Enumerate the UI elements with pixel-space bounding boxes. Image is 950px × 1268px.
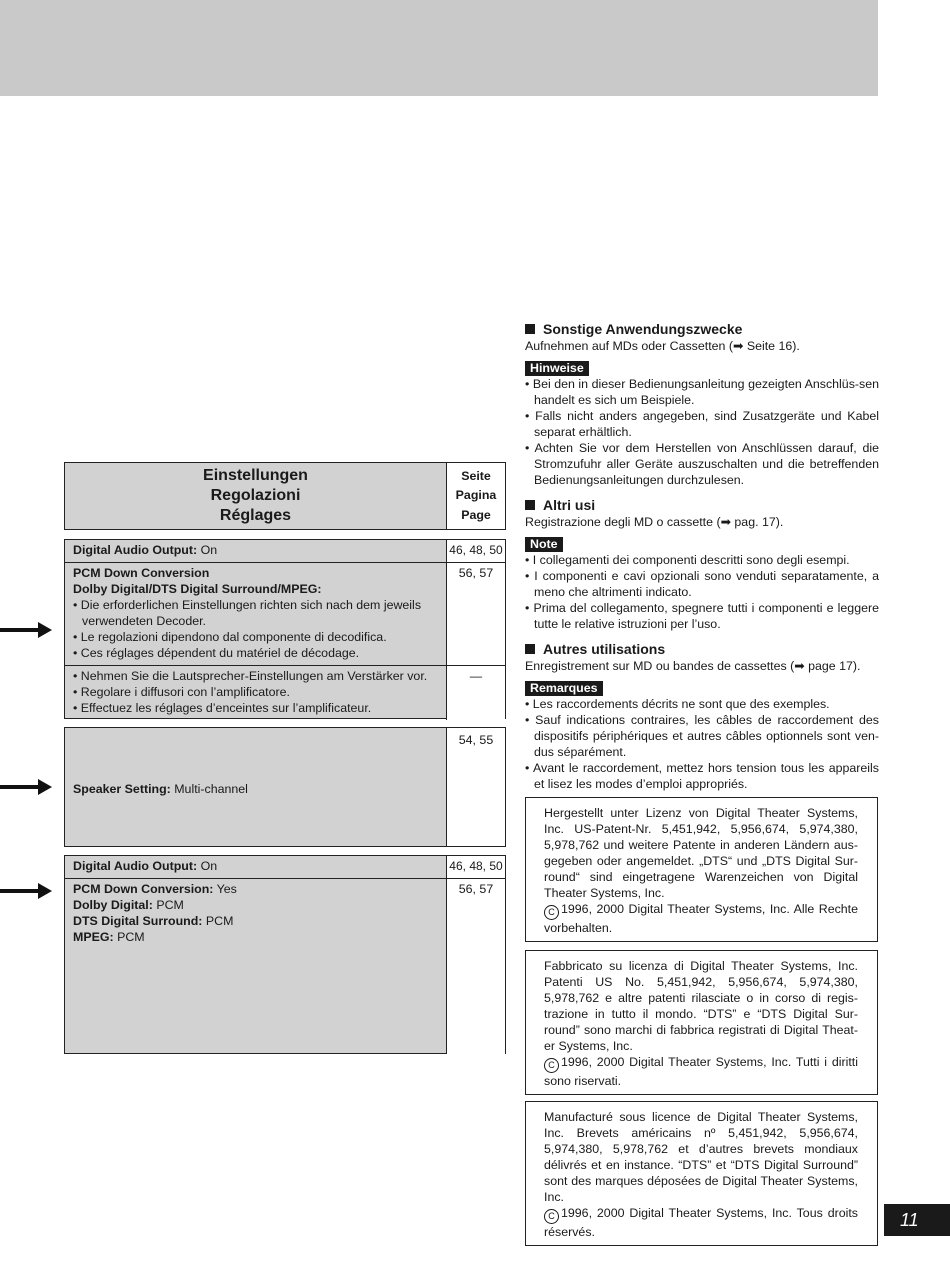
license-text: Fabbricato su licenza di Digital Theater Systems, Inc. Patenti US No. 5,451,942, 5,956,674, 5,974,380, 5,978,762 e altre patenti rilasciate o in corso di regis-trazione in tutto il mondo. “DTS” e “DTS Digital Sur-round” sono marchi di fabbrica registrati di Digital Theat-er Systems, Inc. bbox=[544, 959, 858, 1053]
list-item: • Bei den in dieser Bedienungsanleitung gezeigten Anschlüs-sen handelt es sich um Beispiele. bbox=[525, 377, 879, 407]
list-item: • Ces réglages dépendent du matériel de décodage. bbox=[73, 646, 360, 660]
setting-value: On bbox=[200, 543, 218, 557]
table-row bbox=[65, 665, 505, 720]
license-box-de bbox=[525, 797, 878, 942]
right-arrow-icon bbox=[0, 779, 52, 795]
settings-title-it: Regolazioni bbox=[210, 487, 301, 504]
list-item: • Les raccordements décrits ne sont que des exemples. bbox=[525, 697, 830, 711]
list-item: MPEG: PCM bbox=[73, 930, 145, 944]
top-gray-band bbox=[0, 0, 878, 96]
list-item: • Regolare i diffusori con l’amplificatore. bbox=[73, 685, 290, 699]
setting-label: Digital Audio Output: bbox=[73, 543, 198, 557]
list-item: • Nehmen Sie die Lautsprecher-Einstellungen am Verstärker vor. bbox=[73, 669, 428, 683]
right-arrow-icon bbox=[0, 883, 52, 899]
page-label-it: Pagina bbox=[455, 488, 497, 503]
list-item: • I collegamenti dei componenti descritti sono degli esempi. bbox=[525, 553, 850, 567]
square-icon bbox=[525, 644, 535, 654]
table-row bbox=[65, 562, 505, 665]
settings-table-2 bbox=[64, 727, 506, 847]
settings-title-fr: Réglages bbox=[219, 507, 292, 524]
notes-tag: Remarques bbox=[525, 681, 603, 696]
list-item: • Die erforderlichen Einstellungen richten sich nach dem jeweils verwendeten Decoder. bbox=[73, 598, 422, 628]
table-row bbox=[65, 540, 505, 562]
setting-value: Multi-channel bbox=[174, 781, 248, 796]
setting-value: On bbox=[200, 859, 218, 873]
right-arrow-icon bbox=[0, 622, 52, 638]
list-item: PCM Down Conversion: Yes bbox=[73, 882, 237, 896]
settings-table-3 bbox=[64, 855, 506, 1054]
french-section bbox=[525, 640, 879, 792]
copyright-icon: C bbox=[544, 905, 559, 920]
section-heading: Altri usi bbox=[525, 496, 879, 514]
square-icon bbox=[525, 500, 535, 510]
license-box-it bbox=[525, 950, 878, 1095]
copyright-icon: C bbox=[544, 1209, 559, 1224]
setting-label: Dolby Digital/DTS Digital Surround/MPEG: bbox=[73, 582, 322, 596]
list-item: • Effectuez les réglages d’enceintes sur l’amplificateur. bbox=[73, 701, 372, 715]
section-heading: Autres utilisations bbox=[525, 640, 879, 658]
section-text: Registrazione degli MD o cassette (➡ pag. 17). bbox=[525, 515, 784, 529]
license-text: Hergestellt unter Lizenz von Digital Theater Systems, Inc. US-Patent-Nr. 5,451,942, 5,956,674, 5,974,380, 5,978,762 und weitere Patente in anderen Ländern aus-gegeben oder angemeldet. „DTS“ und „DTS Digital Sur-round“ sind eingetragene Warenzeichen von Digital Theater Systems, Inc. bbox=[544, 806, 858, 900]
settings-header-table bbox=[64, 462, 506, 530]
list-item: DTS Digital Surround: PCM bbox=[73, 914, 234, 928]
list-item: Dolby Digital: PCM bbox=[73, 898, 184, 912]
setting-label: Digital Audio Output: bbox=[73, 859, 198, 873]
notes-tag: Note bbox=[525, 537, 563, 552]
license-text: Manufacturé sous licence de Digital Theater Systems, Inc. Brevets américains nº 5,451,942, 5,956,674, 5,974,380, 5,978,762 et d’autres brevets mondiaux délivrés et en instance. “DTS” et “DTS Digital Surround” sont des marques déposées de Digital Theater Systems, Inc. bbox=[544, 1110, 858, 1204]
list-item: • Le regolazioni dipendono dal componente di decodifica. bbox=[73, 630, 387, 644]
list-item: • Achten Sie vor dem Herstellen von Anschlüssen darauf, die Stromzufuhr aller Geräte auszuschalten und die betreffenden Bedienungsanleitungen durchzulesen. bbox=[525, 441, 879, 487]
page-label-fr: Page bbox=[461, 507, 491, 522]
section-text: Enregistrement sur MD ou bandes de cassettes (➡ page 17). bbox=[525, 659, 861, 673]
copyright-text: 1996, 2000 Digital Theater Systems, Inc. Tutti i diritti sono riservati. bbox=[544, 1055, 858, 1088]
setting-label: Speaker Setting: bbox=[73, 781, 171, 796]
section-heading: Sonstige Anwendungszwecke bbox=[525, 320, 879, 338]
list-item: • Falls nicht anders angegeben, sind Zusatzgeräte und Kabel separat erhältlich. bbox=[525, 409, 880, 439]
list-item: • Prima del collegamento, spegnere tutti i componenti e leggere tutte le relative istruzioni per l’uso. bbox=[525, 601, 879, 631]
german-section bbox=[525, 320, 879, 488]
table-row bbox=[65, 856, 505, 878]
setting-label: PCM Down Conversion bbox=[73, 566, 210, 580]
italian-section bbox=[525, 496, 879, 632]
page-ref: 56, 57 bbox=[446, 879, 505, 1054]
table-row bbox=[65, 728, 505, 846]
page-number: 11 bbox=[884, 1204, 950, 1236]
settings-title-de: Einstellungen bbox=[203, 467, 308, 484]
list-item: • Sauf indications contraires, les câbles de raccordement des dispositifs périphériques et autres câbles optionnels sont ven-dus séparément. bbox=[525, 713, 879, 759]
copyright-icon: C bbox=[544, 1058, 559, 1073]
page-label-de: Seite bbox=[461, 468, 491, 483]
list-item: • I componenti e cavi opzionali sono venduti separatamente, a meno che altrimenti indicato. bbox=[525, 569, 880, 599]
page-column-header bbox=[446, 463, 505, 529]
page-ref: 56, 57 bbox=[446, 563, 505, 665]
page-ref: 46, 48, 50 bbox=[446, 856, 505, 878]
notes-tag: Hinweise bbox=[525, 361, 589, 376]
list-item: • Avant le raccordement, mettez hors tension tous les appareils et lisez les modes d’emploi appropriés. bbox=[525, 761, 879, 791]
page-ref: 54, 55 bbox=[446, 728, 505, 846]
license-box-fr bbox=[525, 1101, 878, 1246]
settings-table-1 bbox=[64, 539, 506, 719]
table-row bbox=[65, 878, 505, 1054]
copyright-text: 1996, 2000 Digital Theater Systems, Inc. Alle Rechte vorbehalten. bbox=[544, 902, 858, 935]
section-text: Aufnehmen auf MDs oder Cassetten (➡ Seite 16). bbox=[525, 339, 800, 353]
settings-title bbox=[65, 463, 446, 529]
page-ref: 46, 48, 50 bbox=[446, 540, 505, 562]
copyright-text: 1996, 2000 Digital Theater Systems, Inc. Tous droits réservés. bbox=[544, 1206, 858, 1239]
square-icon bbox=[525, 324, 535, 334]
page-ref: — bbox=[446, 666, 505, 720]
